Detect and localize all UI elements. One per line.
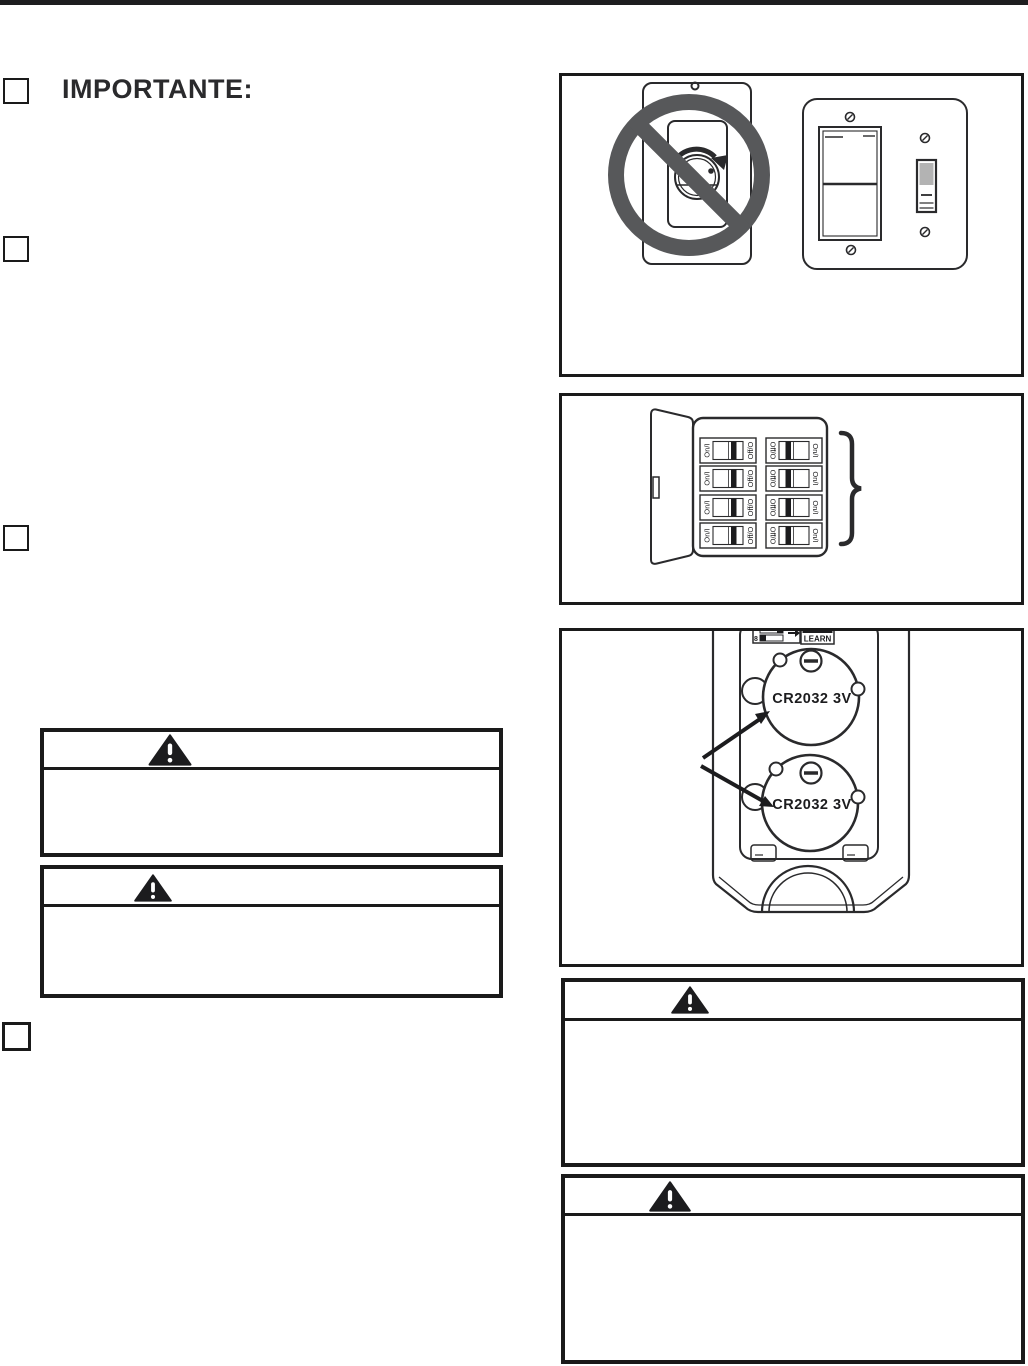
breaker-off-label: Off/O: [768, 469, 778, 488]
warning-box-header: [565, 1178, 1021, 1216]
battery-notch: [852, 791, 865, 804]
breaker-switch: [766, 523, 822, 548]
breaker-off-label: Off/O: [746, 526, 756, 545]
page-top-rule: [0, 0, 1028, 5]
breaker-off-label: Off/O: [768, 526, 778, 545]
breaker-on-label: On/I: [810, 500, 820, 515]
learn-button: [801, 631, 834, 644]
breaker-switch: [766, 466, 822, 491]
step-checkbox-3: [3, 525, 29, 551]
warning-box-right-2: [561, 1174, 1025, 1364]
dip-switch-label: 8: [754, 636, 758, 643]
step-checkbox-2: [3, 236, 29, 262]
battery-notch: [852, 683, 865, 696]
breaker-switch: [700, 438, 756, 463]
breaker-switch: [700, 466, 756, 491]
warning-box-header: [44, 732, 499, 770]
breaker-switch: [766, 495, 822, 520]
warning-box-left-1: [40, 728, 503, 857]
breaker-off-label: Off/O: [768, 498, 778, 517]
breaker-switch: [766, 438, 822, 463]
breaker-on-label: On/I: [702, 471, 712, 486]
battery-label: CR2032 3V: [772, 797, 852, 813]
step-checkbox-4: [2, 1022, 31, 1051]
breaker-on-label: On/I: [702, 528, 712, 543]
breaker-panel-door: [651, 409, 693, 563]
breaker-switch: [700, 495, 756, 520]
breaker-switch: [700, 523, 756, 548]
breaker-on-label: On/I: [810, 443, 820, 458]
breaker-on-label: On/I: [810, 528, 820, 543]
remote-battery-figure: [562, 631, 1021, 964]
breaker-on-label: On/I: [702, 500, 712, 515]
importante-heading: IMPORTANTE:: [62, 74, 253, 104]
figure-breaker-panel-box: [559, 393, 1024, 605]
breaker-off-label: Off/O: [746, 441, 756, 460]
warning-triangle-icon: [670, 986, 710, 1014]
breaker-panel-figure: [562, 396, 1021, 602]
breaker-off-label: Off/O: [746, 498, 756, 517]
curly-brace: [841, 433, 861, 544]
battery-notch: [770, 763, 783, 776]
warning-triangle-icon: [133, 874, 173, 902]
breaker-on-label: On/I: [810, 471, 820, 486]
breaker-on-label: On/I: [702, 443, 712, 458]
breaker-off-label: Off/O: [746, 469, 756, 488]
dip-switch: [753, 631, 800, 643]
learn-button-label: LEARN: [803, 634, 832, 644]
step-checkbox-1: [3, 78, 29, 104]
breaker-off-label: Off/O: [768, 441, 778, 460]
warning-box-header: [565, 982, 1021, 1021]
warning-box-right-1: [561, 978, 1025, 1167]
warning-box-left-2: [40, 865, 503, 998]
warning-box-header: [44, 869, 499, 907]
figure-no-dimmer-box: [559, 73, 1024, 377]
warning-triangle-icon: [647, 1181, 693, 1212]
figure-remote-battery-box: [559, 628, 1024, 967]
battery-notch: [774, 654, 787, 667]
two-gang-plate: [803, 99, 967, 269]
battery-label: CR2032 3V: [772, 691, 852, 707]
warning-triangle-icon: [147, 734, 193, 766]
no-dimmer-figure: [562, 76, 1021, 374]
